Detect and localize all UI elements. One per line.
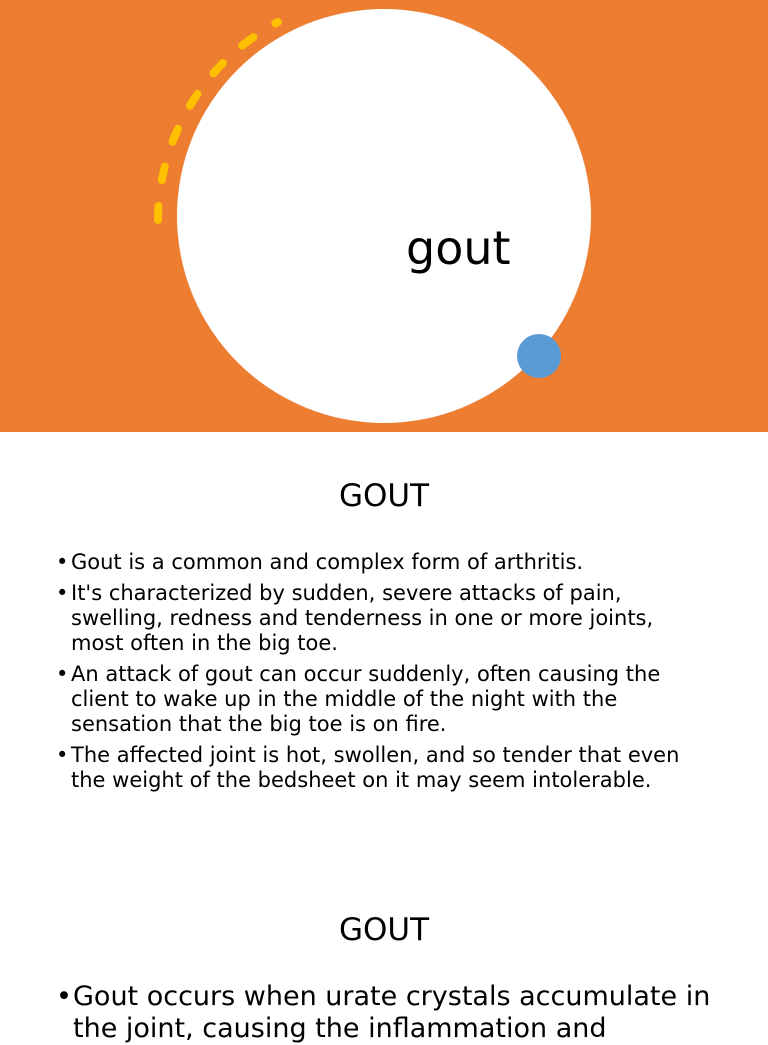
bullet-marker: • bbox=[56, 581, 69, 605]
content-slide-2 bbox=[0, 882, 768, 1044]
slide-heading: GOUT bbox=[338, 478, 430, 514]
bullet-item bbox=[56, 581, 696, 656]
bullet-item bbox=[56, 743, 696, 793]
bullet-item bbox=[56, 981, 736, 1045]
accent-dot bbox=[517, 334, 561, 378]
slide-title: gout bbox=[406, 221, 511, 275]
bullet-item bbox=[56, 662, 696, 737]
slide-heading: GOUT bbox=[338, 912, 430, 948]
bullet-list bbox=[56, 550, 696, 799]
bullet-marker: • bbox=[56, 550, 69, 574]
bullet-list bbox=[56, 981, 736, 1045]
bullet-text: The affected joint is hot, swollen, and so tender that even the weight of the bedsheet on it may seem intolerable. bbox=[71, 743, 680, 792]
bullet-item bbox=[56, 550, 696, 575]
bullet-text: Gout occurs when urate crystals accumulate in the joint, causing the inflammation and bbox=[73, 981, 711, 1044]
bullet-text: Gout is a common and complex form of arthritis. bbox=[71, 550, 584, 574]
bullet-marker: • bbox=[56, 743, 69, 767]
title-slide bbox=[0, 0, 768, 432]
content-slide-1 bbox=[0, 432, 768, 882]
bullet-marker: • bbox=[56, 981, 72, 1012]
bullet-text: An attack of gout can occur suddenly, often causing the client to wake up in the middle of the night with the sensation that the big toe is on fire. bbox=[71, 662, 661, 736]
title-slide-graphic bbox=[0, 0, 768, 432]
bullet-marker: • bbox=[56, 662, 69, 686]
bullet-text: It's characterized by sudden, severe attacks of pain, swelling, redness and tenderness in one or more joints, most often in the big toe. bbox=[71, 581, 654, 655]
